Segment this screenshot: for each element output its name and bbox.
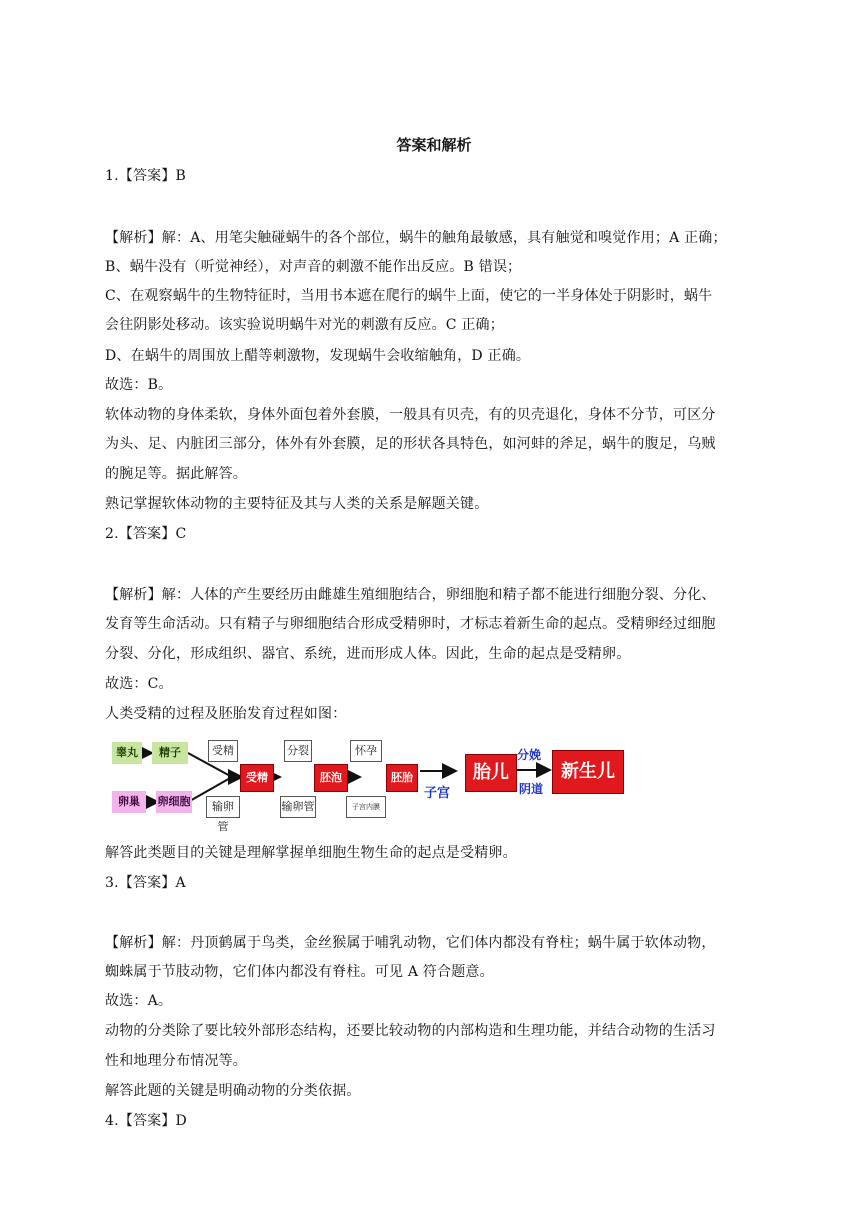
note-3-b: 性和地理分布情况等。: [105, 1053, 247, 1069]
blastocyst-box: 胚泡: [314, 764, 348, 792]
fertilization-label: 受精: [208, 740, 238, 762]
analysis-1-c2: 会往阴影处移动。该实验说明蜗牛对光的刺激有反应。C 正确；: [105, 317, 504, 333]
analysis-2-c: 分裂、分化，形成组织、器官、系统，进而形成人体。因此，生命的起点是受精卵。: [105, 646, 631, 662]
note-1-a: 软体动物的身体柔软，身体外面包着外套膜，一般具有贝壳，有的贝壳退化，身体不分节，可区分: [105, 407, 716, 423]
diagram-caption: 人类受精的过程及胚胎发育过程如图：: [105, 706, 347, 722]
fertilization-diagram: [108, 732, 638, 833]
analysis-1-d: D、在蜗牛的周围放上醋等刺激物，发现蜗牛会收缩触角，D 正确。: [105, 348, 531, 364]
zygote-box: 受精卵: [240, 764, 274, 792]
fetus-box: 胎儿: [465, 754, 517, 792]
key-1: 熟记掌握软体动物的主要特征及其与人类的关系是解题关键。: [105, 496, 489, 512]
answer-2: 2.【答案】C: [105, 526, 187, 542]
division-label: 分裂: [284, 740, 312, 762]
oviduct-label-1: 输卵管: [206, 796, 240, 818]
answer-4: 4.【答案】D: [105, 1113, 187, 1129]
note-1-b: 为头、足、内脏团三部分，体外有外套膜，足的形状各具特色，如河蚌的斧足，蜗牛的腹足，乌贼: [105, 436, 716, 452]
pregnancy-label: 怀孕: [350, 740, 382, 762]
note-3-a: 动物的分类除了要比较外部形态结构，还要比较动物的内部构造和生理功能，并结合动物的生活习: [105, 1023, 716, 1039]
key-3: 解答此题的关键是明确动物的分类依据。: [105, 1083, 361, 1099]
newborn-box: 新生儿: [552, 750, 624, 794]
answer-3: 3.【答案】A: [105, 875, 186, 891]
analysis-1-a: 【解析】解：A、用笔尖触碰蜗牛的各个部位，蜗牛的触角最敏感，具有触觉和嗅觉作用；A 正确；: [105, 230, 727, 246]
analysis-2-a: 【解析】解：人体的产生要经历由雌雄生殖细胞结合，卵细胞和精子都不能进行细胞分裂、分化、: [105, 587, 716, 603]
key-2: 解答此类题目的关键是理解掌握单细胞生物生命的起点是受精卵。: [105, 845, 517, 861]
egg-box: 卵细胞: [156, 791, 192, 813]
sperm-box: 精子: [152, 742, 188, 764]
analysis-1-b: B、蜗牛没有（听觉神经），对声音的刺激不能作出反应。B 错误；: [105, 259, 522, 275]
choice-3: 故选：A。: [105, 993, 173, 1009]
uterus-wall-label: 子宫内膜: [346, 796, 386, 818]
ovary-box: 卵巢: [112, 791, 146, 813]
vagina-label: 阴道: [519, 782, 544, 796]
delivery-label: 分娩: [517, 748, 542, 762]
oviduct-label-2: 输卵管: [280, 796, 316, 818]
analysis-3-a: 【解析】解：丹顶鹤属于鸟类，金丝猴属于哺乳动物，它们体内都没有脊柱；蜗牛属于软体动物，: [105, 935, 716, 951]
answer-1: 1.【答案】B: [105, 168, 187, 184]
analysis-2-b: 发育等生命活动。只有精子与卵细胞结合形成受精卵时，才标志着新生命的起点。受精卵经过细胞: [105, 616, 716, 632]
uterus-label: 子宫: [424, 786, 451, 801]
testis-box: 睾丸: [112, 742, 142, 764]
note-1-c: 的腕足等。据此解答。: [105, 466, 247, 482]
analysis-3-b: 蜘蛛属于节肢动物，它们体内都没有脊柱。可见 A 符合题意。: [105, 964, 494, 980]
embryo-box: 胚胎: [386, 764, 418, 792]
choice-1: 故选：B。: [105, 377, 173, 393]
page-title: 答案和解析: [396, 136, 472, 154]
choice-2: 故选：C。: [105, 676, 173, 692]
analysis-1-c: C、在观察蜗牛的生物特征时，当用书本遮在爬行的蜗牛上面，使它的一半身体处于阴影时，蜗牛: [105, 288, 713, 304]
